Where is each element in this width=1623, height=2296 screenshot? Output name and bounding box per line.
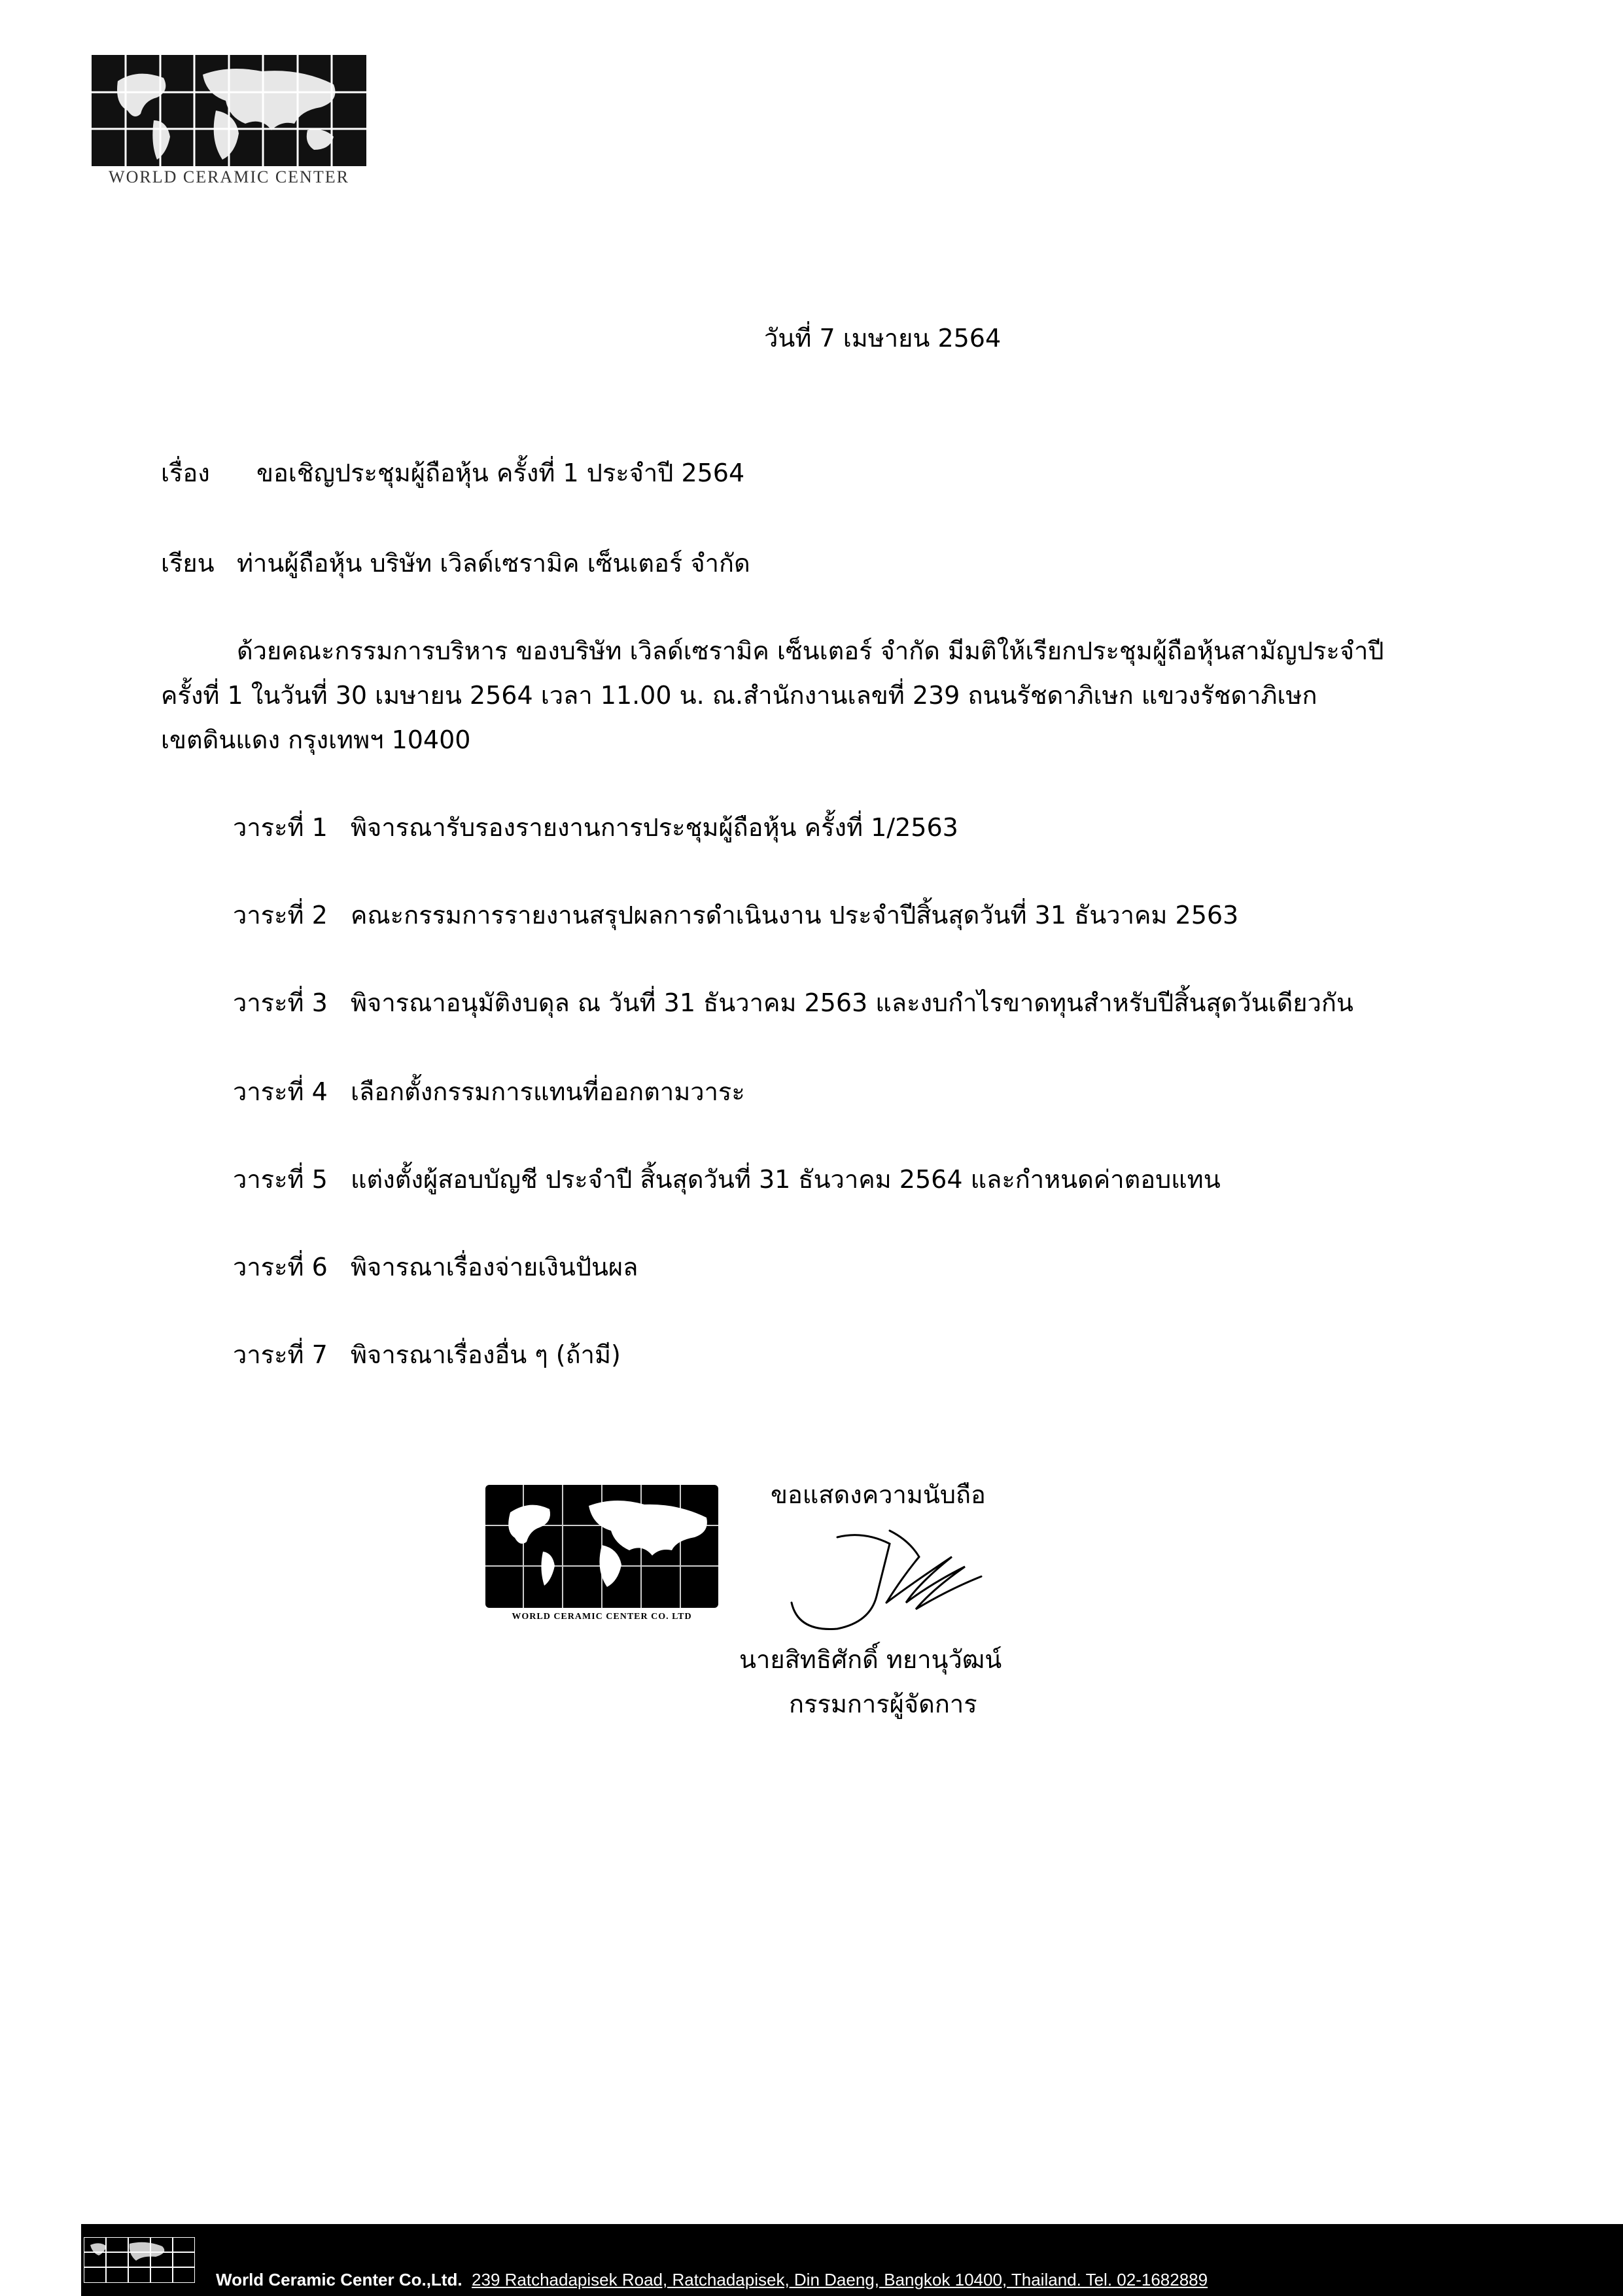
agenda-item-text: แต่งตั้งผู้สอบบัญชี ประจำปี สิ้นสุดวันที่ 31 ธันวาคม 2564 และกำหนดค่าตอบแทน	[351, 1165, 1221, 1194]
footer-contact	[216, 2270, 1208, 2290]
recipient-label: เรียน	[161, 549, 215, 578]
agenda-item-label: วาระที่ 5	[233, 1165, 328, 1194]
body-paragraph-line: ครั้งที่ 1 ในวันที่ 30 เมษายน 2564 เวลา 11.00 น. ณ.สำนักงานเลขที่ 239 ถนนรัชดาภิเษก แขวงรัชดาภิเษก	[161, 681, 1318, 710]
company-seal	[484, 1480, 720, 1610]
company-seal-caption: WORLD CERAMIC CENTER CO. LTD	[512, 1612, 692, 1622]
recipient-text: ท่านผู้ถือหุ้น บริษัท เวิลด์เซรามิค เซ็นเตอร์ จำกัด	[237, 549, 750, 578]
body-paragraph-line: ด้วยคณะกรรมการบริหาร ของบริษัท เวิลด์เซรามิค เซ็นเตอร์ จำกัด มีมติให้เรียกประชุมผู้ถือหุ้นสามัญประจำปี	[237, 636, 1384, 665]
signature	[785, 1524, 1007, 1642]
signer-name: นายสิทธิศักดิ์ ทยานุวัฒน์	[739, 1645, 1002, 1674]
letter-date: วันที่ 7 เมษายน 2564	[764, 324, 1002, 353]
subject-label: เรื่อง	[161, 459, 210, 487]
closing-text: ขอแสดงความนับถือ	[771, 1480, 986, 1509]
footer-logo	[84, 2237, 195, 2283]
company-logo-caption: WORLD CERAMIC CENTER	[109, 167, 349, 186]
agenda-item-label: วาระที่ 4	[233, 1077, 328, 1106]
agenda-item-text: คณะกรรมการรายงานสรุปผลการดำเนินงาน ประจำปีสิ้นสุดวันที่ 31 ธันวาคม 2563	[351, 901, 1239, 930]
agenda-item-label: วาระที่ 6	[233, 1253, 328, 1281]
agenda-item-label: วาระที่ 3	[233, 988, 328, 1017]
agenda-item-label: วาระที่ 1	[233, 813, 328, 842]
agenda-item-text: เลือกตั้งกรรมการแทนที่ออกตามวาระ	[351, 1077, 745, 1106]
company-logo	[92, 55, 366, 166]
agenda-item-text: พิจารณาเรื่องจ่ายเงินปันผล	[351, 1253, 638, 1281]
signer-title: กรรมการผู้จัดการ	[789, 1690, 977, 1718]
agenda-item-text: พิจารณาอนุมัติงบดุล ณ วันที่ 31 ธันวาคม 2563 และงบกำไรขาดทุนสำหรับปีสิ้นสุดวันเดียวกัน	[351, 988, 1353, 1017]
agenda-item-text: พิจารณารับรองรายงานการประชุมผู้ถือหุ้น ครั้งที่ 1/2563	[351, 813, 958, 842]
agenda-item-text: พิจารณาเรื่องอื่น ๆ (ถ้ามี)	[351, 1340, 621, 1369]
subject-text: ขอเชิญประชุมผู้ถือหุ้น ครั้งที่ 1 ประจำปี 2564	[256, 459, 745, 487]
footer-address: 239 Ratchadapisek Road, Ratchadapisek, Din Daeng, Bangkok 10400, Thailand. Tel. 02-1682889	[472, 2270, 1208, 2289]
agenda-item-label: วาระที่ 7	[233, 1340, 328, 1369]
agenda-item-label: วาระที่ 2	[233, 901, 328, 930]
body-paragraph-line: เขตดินแดง กรุงเทพฯ 10400	[161, 725, 471, 754]
footer-company-name: World Ceramic Center Co.,Ltd.	[216, 2270, 462, 2289]
